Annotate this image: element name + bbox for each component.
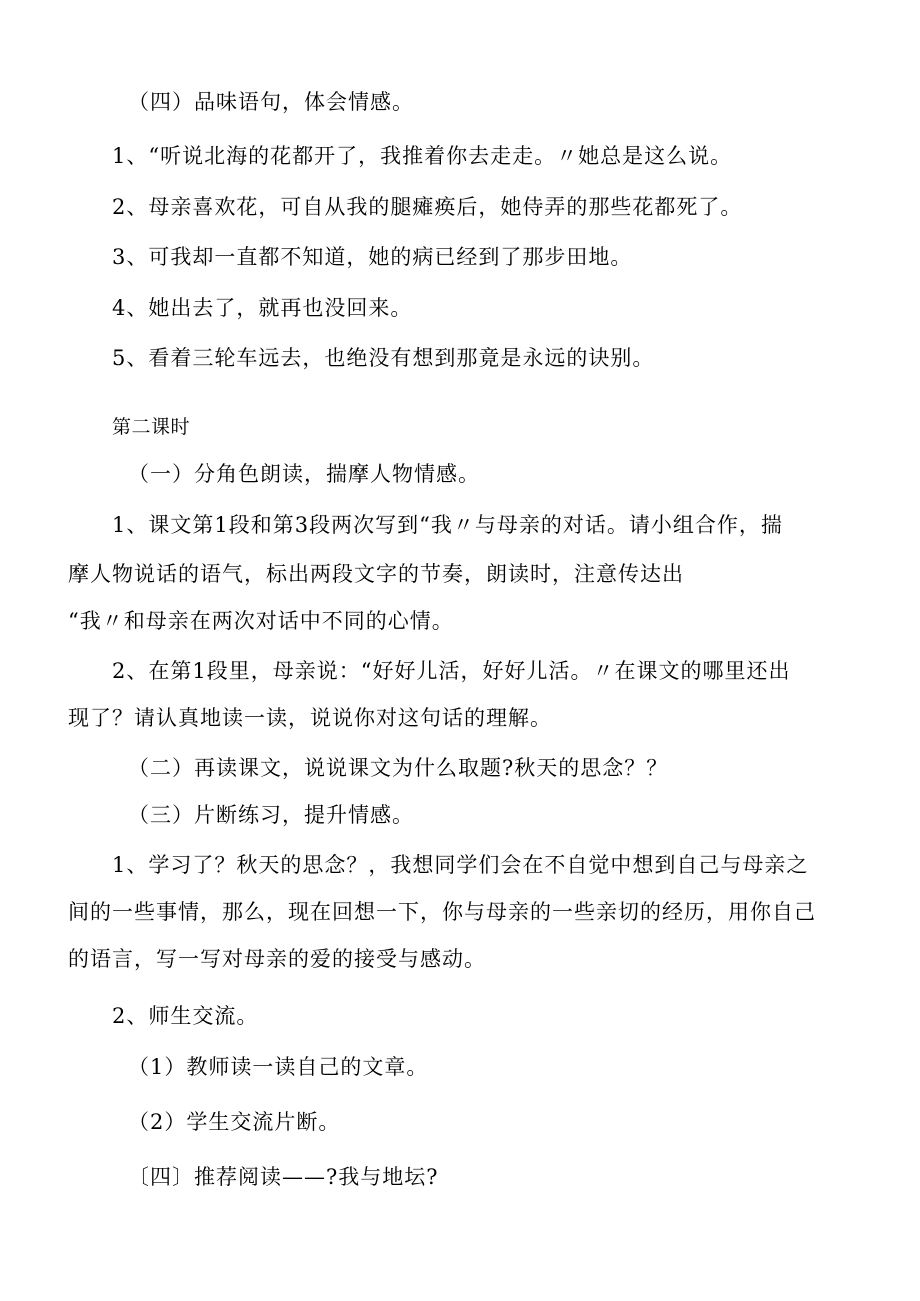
paragraph-2-line-1: 2、在第1段里，母亲说：“好好儿活，好好儿活。〃在课文的哪里还出: [112, 659, 791, 683]
lesson-title: 第二课时: [112, 416, 191, 438]
paragraph-2-line-2: 现了？请认真地读一读，说说你对这句话的理解。: [68, 706, 552, 730]
section-heading-2: （二）再读课文，说说课文为什么取题?秋天的思念？？: [128, 756, 669, 780]
quote-item-5: 5、看着三轮车远去，也绝没有想到那竟是永远的诀别。: [112, 346, 655, 370]
paragraph-1-line-1: 1、课文第1段和第3段两次写到“我〃与母亲的对话。请小组合作，揣: [112, 513, 783, 537]
quote-item-3: 3、可我却一直都不知道，她的病已经到了那步田地。: [112, 245, 633, 269]
quote-item-2: 2、母亲喜欢花，可自从我的腿瘫痪后，她侍弄的那些花都死了。: [112, 195, 743, 219]
section-heading-recommended-reading: 〔四〕推荐阅读——?我与地坛?: [128, 1165, 439, 1189]
exchange-subitem-1: （1）教师读一读自己的文章。: [128, 1055, 429, 1079]
paragraph-3-line-2: 间的一些事情，那么，现在回想一下，你与母亲的一些亲切的经历，用你自己: [68, 900, 816, 924]
exchange-item: 2、师生交流。: [112, 1004, 259, 1028]
exchange-subitem-2: （2）学生交流片断。: [128, 1110, 341, 1134]
paragraph-1-line-2: 摩人物说话的语气，标出两段文字的节奏，朗读时，注意传达出: [68, 562, 684, 586]
paragraph-3-line-3: 的语言，写一写对母亲的爱的接受与感动。: [68, 947, 486, 971]
quote-item-1: 1、“听说北海的花都开了，我推着你去走走。〃她总是这么说。: [112, 144, 733, 168]
section-heading-3: （三）片断练习，提升情感。: [128, 803, 414, 827]
paragraph-1-line-3: “我〃和母亲在两次对话中不同的心情。: [68, 609, 454, 633]
quote-item-4: 4、她出去了，就再也没回来。: [112, 296, 413, 320]
section-heading-4: （四）品味语句，体会情感。: [128, 90, 414, 114]
paragraph-3-line-1: 1、学习了？秋天的思念？，我想同学们会在不自觉中想到自己与母亲之: [112, 853, 809, 877]
section-heading-1: （一）分角色朗读，揣摩人物情感。: [128, 462, 480, 486]
